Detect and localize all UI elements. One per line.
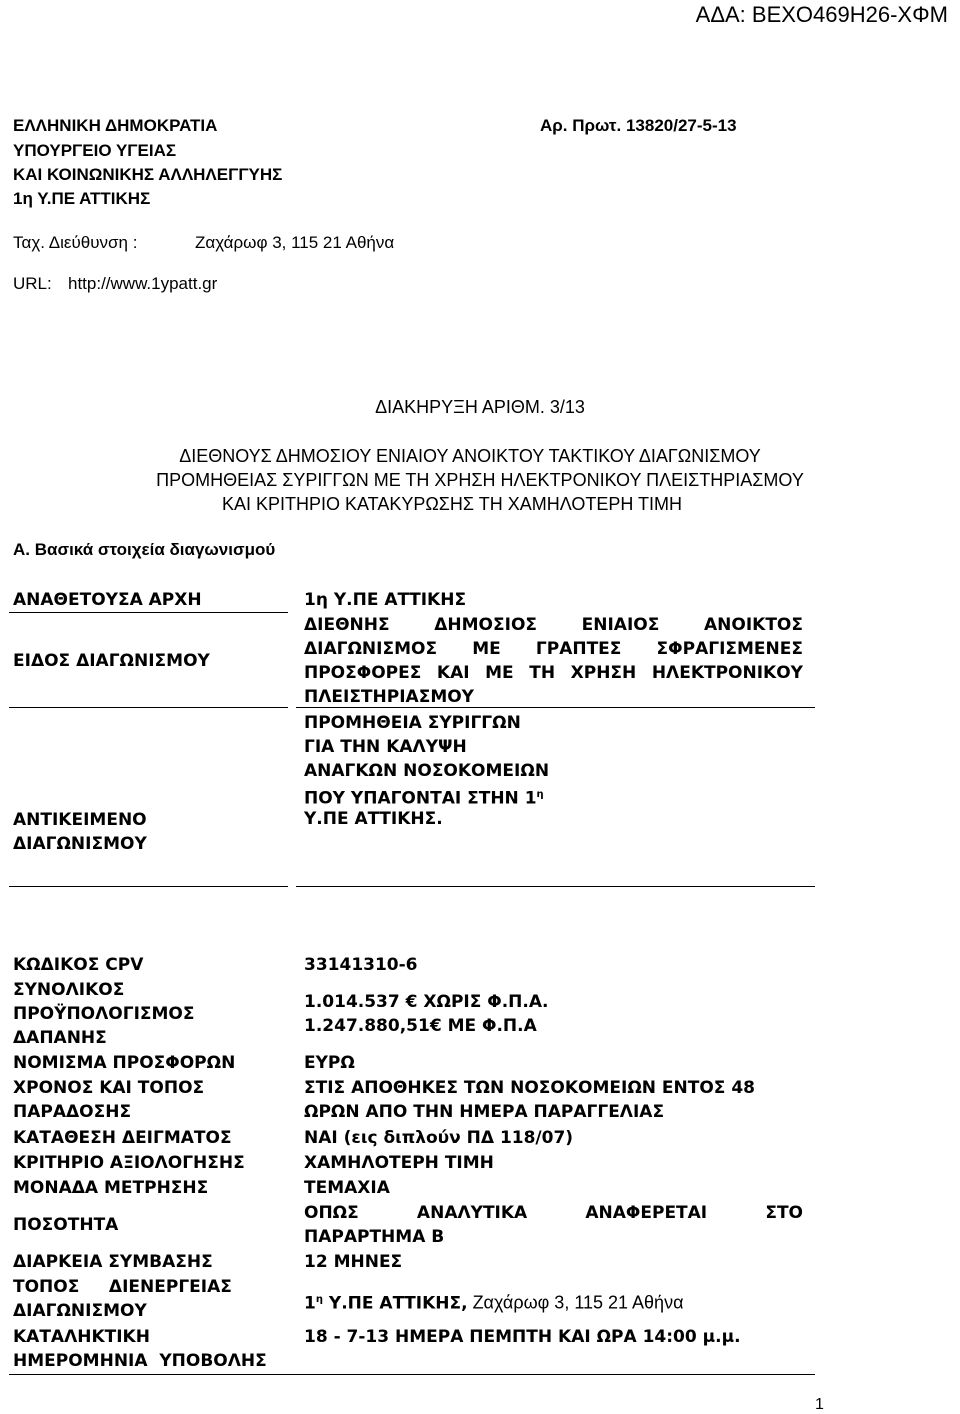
deadline-label-line-2: ΗΜΕΡΟΜΗΝΙΑ ΥΠΟΒΟΛΗΣ <box>13 1351 267 1371</box>
address-label: Ταχ. Διεύθυνση : <box>13 233 138 252</box>
venue-value <box>304 1288 683 1316</box>
subject-label-line-1: ΑΝΤΙΚΕΙΜΕΝΟ <box>13 810 147 830</box>
type-label: ΕΙΔΟΣ ΔΙΑΓΩΝΙΣΜΟΥ <box>13 651 210 671</box>
page-number: 1 <box>815 1396 824 1413</box>
unit-value: ΤΕΜΑΧΙΑ <box>304 1178 390 1198</box>
notice-title-line-1: ΔΙΕΘΝΟΥΣ ΔΗΜΟΣΙΟΥ ΕΝΙΑΙΟΥ ΑΝΟΙΚΤΟΥ ΤΑΚΤΙΚΟΥ ΔΙΑΓΩΝΙΣΜΟΥ <box>179 446 761 466</box>
delivery-value-line-1: ΣΤΙΣ ΑΠΟΘΗΚΕΣ ΤΩΝ ΝΟΣΟΚΟΜΕΙΩΝ ΕΝΤΟΣ 48 <box>304 1078 755 1098</box>
deadline-label-line-1: ΚΑΤΑΛΗΚΤΙΚΗ <box>13 1327 150 1347</box>
budget-value-line-2: 1.247.880,51€ ΜΕ Φ.Π.Α <box>304 1016 537 1036</box>
venue-number: 1 <box>304 1293 316 1314</box>
quantity-value-line-2: ΠΑΡΑΡΤΗΜΑ Β <box>304 1227 445 1247</box>
notice-number: ΔΙΑΚΗΡΥΞΗ ΑΡΙΘΜ. 3/13 <box>375 397 585 417</box>
duration-label: ΔΙΑΡΚΕΙΑ ΣΥΜΒΑΣΗΣ <box>13 1252 213 1272</box>
header-line-2: ΥΠΟΥΡΓΕΙΟ ΥΓΕΙΑΣ <box>13 141 177 160</box>
quantity-label: ΠΟΣΟΤΗΤΑ <box>13 1215 119 1235</box>
cpv-label: ΚΩΔΙΚΟΣ CPV <box>13 955 144 975</box>
subject-superscript: η <box>536 789 544 800</box>
type-value-line-2: ΔΙΑΓΩΝΙΣΜΟΣ ΜΕ ΓΡΑΠΤΕΣ ΣΦΡΑΓΙΣΜΕΝΕΣ <box>304 639 803 659</box>
ada-code: ΑΔΑ: ΒΕΧΟ469Η26-ΧΦΜ <box>695 2 948 27</box>
criterion-label: ΚΡΙΤΗΡΙΟ ΑΞΙΟΛΟΓΗΣΗΣ <box>13 1153 245 1173</box>
type-value-line-4: ΠΛΕΙΣΤΗΡΙΑΣΜΟΥ <box>304 687 474 707</box>
delivery-value-line-2: ΩΡΩΝ ΑΠΟ ΤΗΝ ΗΜΕΡΑ ΠΑΡΑΓΓΕΛΙΑΣ <box>304 1102 665 1122</box>
subject-value-line-2: ΓΙΑ ΤΗΝ ΚΑΛΥΨΗ <box>304 737 467 757</box>
venue-label-line-2: ΔΙΑΓΩΝΙΣΜΟΥ <box>13 1301 147 1321</box>
venue-superscript: η <box>315 1294 323 1305</box>
delivery-label-line-2: ΠΑΡΑΔΟΣΗΣ <box>13 1102 132 1122</box>
url-link[interactable]: http://www.1ypatt.gr <box>68 274 218 293</box>
sample-value: ΝΑΙ (εις διπλούν ΠΔ 118/07) <box>304 1128 574 1148</box>
budget-label-line-1: ΣΥΝΟΛΙΚΟΣ <box>13 980 125 1000</box>
type-value-line-3: ΠΡΟΣΦΟΡΕΣ ΚΑΙ ΜΕ ΤΗ ΧΡΗΣΗ ΗΛΕΚΤΡΟΝΙΚΟΥ <box>304 663 803 683</box>
subject-label-line-2: ΔΙΑΓΩΝΙΣΜΟΥ <box>13 834 147 854</box>
notice-title-line-3: ΚΑΙ ΚΡΙΤΗΡΙΟ ΚΑΤΑΚΥΡΩΣΗΣ ΤΗ ΧΑΜΗΛΟΤΕΡΗ ΤΙΜΗ <box>221 494 683 514</box>
venue-label-line-1: ΤΟΠΟΣ ΔΙΕΝΕΡΓΕΙΑΣ <box>13 1277 232 1297</box>
sample-label: ΚΑΤΑΘΕΣΗ ΔΕΙΓΜΑΤΟΣ <box>13 1128 232 1148</box>
url-label: URL: <box>13 274 52 293</box>
budget-label-line-2: ΠΡΟΫΠΟΛΟΓΙΣΜΟΣ <box>13 1004 195 1024</box>
address-value: Ζαχάρωφ 3, 115 21 Αθήνα <box>195 233 395 252</box>
duration-value: 12 ΜΗΝΕΣ <box>304 1252 403 1272</box>
criterion-value: ΧΑΜΗΛΟΤΕΡΗ ΤΙΜΗ <box>304 1153 494 1173</box>
protocol-number: Αρ. Πρωτ. 13820/27-5-13 <box>540 116 737 135</box>
section-a-heading: Α. Βασικά στοιχεία διαγωνισμού <box>13 540 276 559</box>
unit-label: ΜΟΝΑΔΑ ΜΕΤΡΗΣΗΣ <box>13 1178 209 1198</box>
divider <box>9 612 288 613</box>
budget-value-line-1: 1.014.537 € ΧΩΡΙΣ Φ.Π.Α. <box>304 992 549 1012</box>
authority-label: ΑΝΑΘΕΤΟΥΣΑ ΑΡΧΗ <box>13 590 202 610</box>
divider <box>9 707 288 708</box>
currency-label: ΝΟΜΙΣΜΑ ΠΡΟΣΦΟΡΩΝ <box>13 1053 236 1073</box>
venue-address: Ζαχάρωφ 3, 115 21 Αθήνα <box>467 1292 684 1313</box>
divider <box>9 886 288 887</box>
budget-label-line-3: ΔΑΠΑΝΗΣ <box>13 1028 107 1048</box>
header-line-4: 1η Υ.ΠΕ ΑΤΤΙΚΗΣ <box>13 189 151 208</box>
table-bottom-rule <box>9 1374 815 1375</box>
type-value-line-1: ΔΙΕΘΝΗΣ ΔΗΜΟΣΙΟΣ ΕΝΙΑΙΟΣ ΑΝΟΙΚΤΟΣ <box>304 615 803 635</box>
venue-bold: Υ.ΠΕ ΑΤΤΙΚΗΣ, <box>322 1293 468 1314</box>
notice-title-line-2: ΠΡΟΜΗΘΕΙΑΣ ΣΥΡΙΓΓΩΝ ΜΕ ΤΗ ΧΡΗΣΗ ΗΛΕΚΤΡΟΝΙΚΟΥ ΠΛΕΙΣΤΗΡΙΑΣΜΟΥ <box>156 470 804 490</box>
subject-value-line-1: ΠΡΟΜΗΘΕΙΑ ΣΥΡΙΓΓΩΝ <box>304 713 521 733</box>
subject-value-line-4-text: ΠΟΥ ΥΠΑΓΟΝΤΑΙ ΣΤΗΝ 1 <box>304 788 537 809</box>
currency-value: ΕΥΡΩ <box>304 1053 355 1073</box>
deadline-value: 18 - 7-13 ΗΜΕΡΑ ΠΕΜΠΤΗ ΚΑΙ ΩΡΑ 14:00 μ.μ. <box>304 1327 741 1347</box>
subject-value-line-3: ΑΝΑΓΚΩΝ ΝΟΣΟΚΟΜΕΙΩΝ <box>304 761 550 781</box>
quantity-value-line-1: ΟΠΩΣ ΑΝΑΛΥΤΙΚΑ ΑΝΑΦΕΡΕΤΑΙ ΣΤΟ <box>304 1203 803 1223</box>
cpv-value: 33141310-6 <box>304 955 418 975</box>
header-line-1: ΕΛΛΗΝΙΚΗ ΔΗΜΟΚΡΑΤΙΑ <box>13 116 218 135</box>
authority-value: 1η Υ.ΠΕ ΑΤΤΙΚΗΣ <box>304 590 467 610</box>
divider <box>296 886 815 887</box>
subject-value-line-5: Υ.ΠΕ ΑΤΤΙΚΗΣ. <box>304 809 443 829</box>
header-line-3: ΚΑΙ ΚΟΙΝΩΝΙΚΗΣ ΑΛΛΗΛΕΓΓΥΗΣ <box>13 165 283 184</box>
delivery-label-line-1: ΧΡΟΝΟΣ ΚΑΙ ΤΟΠΟΣ <box>13 1078 205 1098</box>
